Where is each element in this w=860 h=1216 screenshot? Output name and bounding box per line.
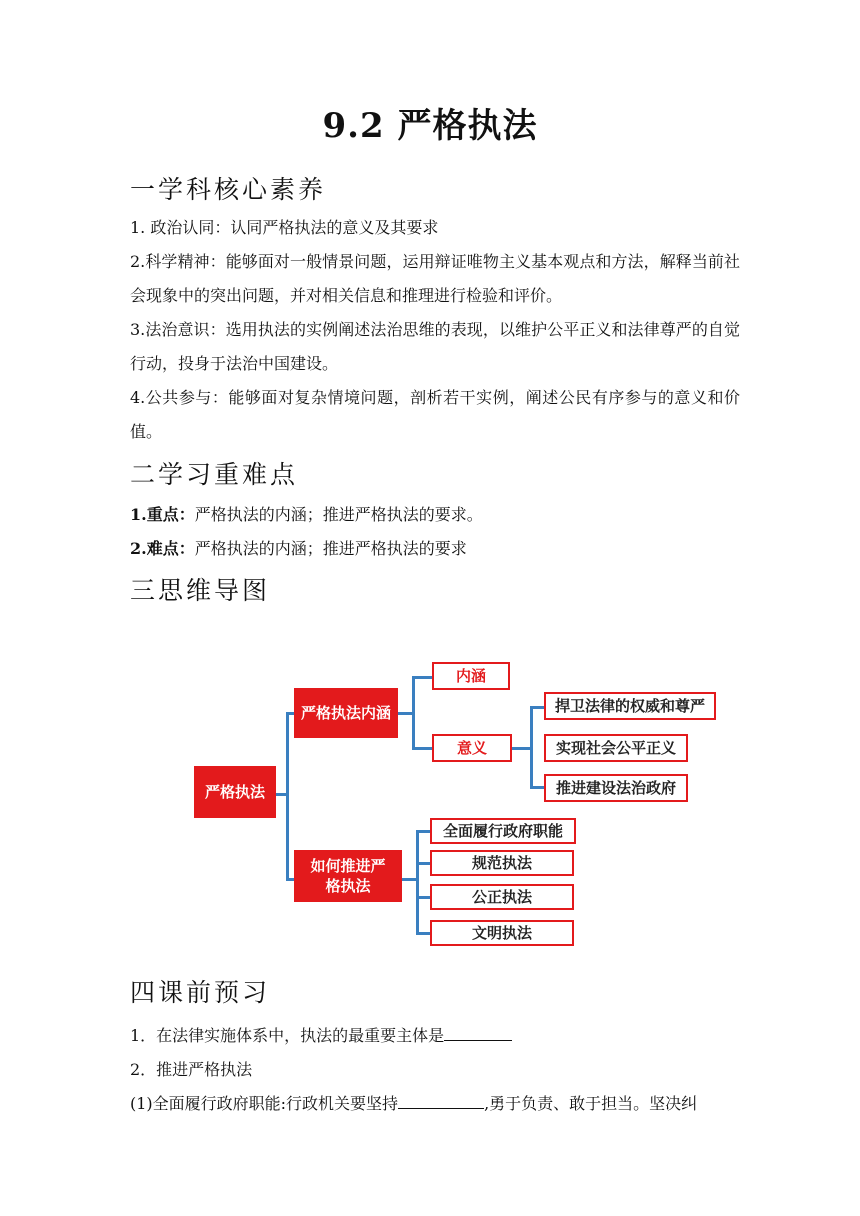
section-heading-key-points: 二学习重难点	[130, 460, 299, 489]
mindmap-node-duties: 全面履行政府职能	[430, 818, 576, 844]
connector	[512, 747, 532, 750]
mindmap-node-connotation: 内涵	[432, 662, 510, 690]
mindmap-node-fair: 公正执法	[430, 884, 574, 910]
answer-blank[interactable]	[444, 1024, 512, 1041]
connector	[412, 747, 432, 750]
literacy-item-2: 2.科学精神：能够面对一般情景问题，运用辩证唯物主义基本观点和方法，解释当前社会现象中的突出问题，并对相关信息和推理进行检验和评价。	[130, 252, 740, 305]
mindmap-root: 严格执法	[194, 766, 276, 818]
connector	[412, 676, 415, 750]
difficult-point-line	[130, 532, 740, 566]
mindmap-node-standardize: 规范执法	[430, 850, 574, 876]
connector	[416, 862, 430, 865]
key-point-text: 严格执法的内涵；推进严格执法的要求。	[194, 505, 483, 524]
connector	[530, 786, 544, 789]
question-3-end: ,勇于负责、敢于担当。坚决纠	[484, 1094, 698, 1113]
literacy-item-4: 4.公共参与：能够面对复杂情境问题，剖析若干实例，阐述公民有序参与的意义和价值。	[130, 388, 740, 441]
question-1-text: 1．在法律实施体系中，执法的最重要主体是	[130, 1026, 445, 1045]
section-heading-preview: 四课前预习	[130, 978, 271, 1007]
connector	[286, 878, 294, 881]
preview-question-2: 2．推进严格执法	[130, 1060, 253, 1079]
connector	[416, 896, 430, 899]
section-heading-core-literacy: 一学科核心素养	[130, 175, 327, 204]
connector	[286, 712, 294, 715]
key-point-label: 1.重点：	[130, 505, 195, 524]
mind-map	[190, 650, 730, 950]
answer-blank[interactable]	[398, 1092, 484, 1109]
connector	[530, 706, 544, 709]
preview-question-1	[130, 1019, 740, 1053]
literacy-item-1: 1. 政治认同：认同严格执法的意义及其要求	[130, 218, 439, 237]
connector	[416, 830, 430, 833]
literacy-item-3: 3.法治意识：选用执法的实例阐述法治思维的表现，以维护公平正义和法律尊严的自觉行动，投身于法治中国建设。	[130, 320, 740, 373]
difficult-point-text: 严格执法的内涵；推进严格执法的要求	[194, 539, 467, 558]
mindmap-branch-connotation: 严格执法内涵	[294, 688, 398, 738]
difficult-point-label: 2.难点：	[130, 539, 195, 558]
mindmap-node-meaning-1: 捍卫法律的权威和尊严	[544, 692, 716, 720]
mindmap-node-meaning-3: 推进建设法治政府	[544, 774, 688, 802]
page-title: 9.2 严格执法	[322, 106, 538, 146]
connector	[412, 676, 432, 679]
connector	[416, 830, 419, 934]
preview-question-3	[130, 1087, 740, 1121]
mindmap-node-civilized: 文明执法	[430, 920, 574, 946]
key-point-line	[130, 498, 740, 532]
mindmap-node-meaning: 意义	[432, 734, 512, 762]
question-3-start: (1)全面履行政府职能:行政机关要坚持	[130, 1094, 399, 1113]
mindmap-node-meaning-2: 实现社会公平正义	[544, 734, 688, 762]
connector	[530, 706, 533, 788]
mindmap-branch-how-to: 如何推进严格执法	[294, 850, 402, 902]
connector	[286, 712, 289, 880]
connector	[416, 932, 430, 935]
section-heading-mind-map: 三思维导图	[130, 576, 271, 605]
